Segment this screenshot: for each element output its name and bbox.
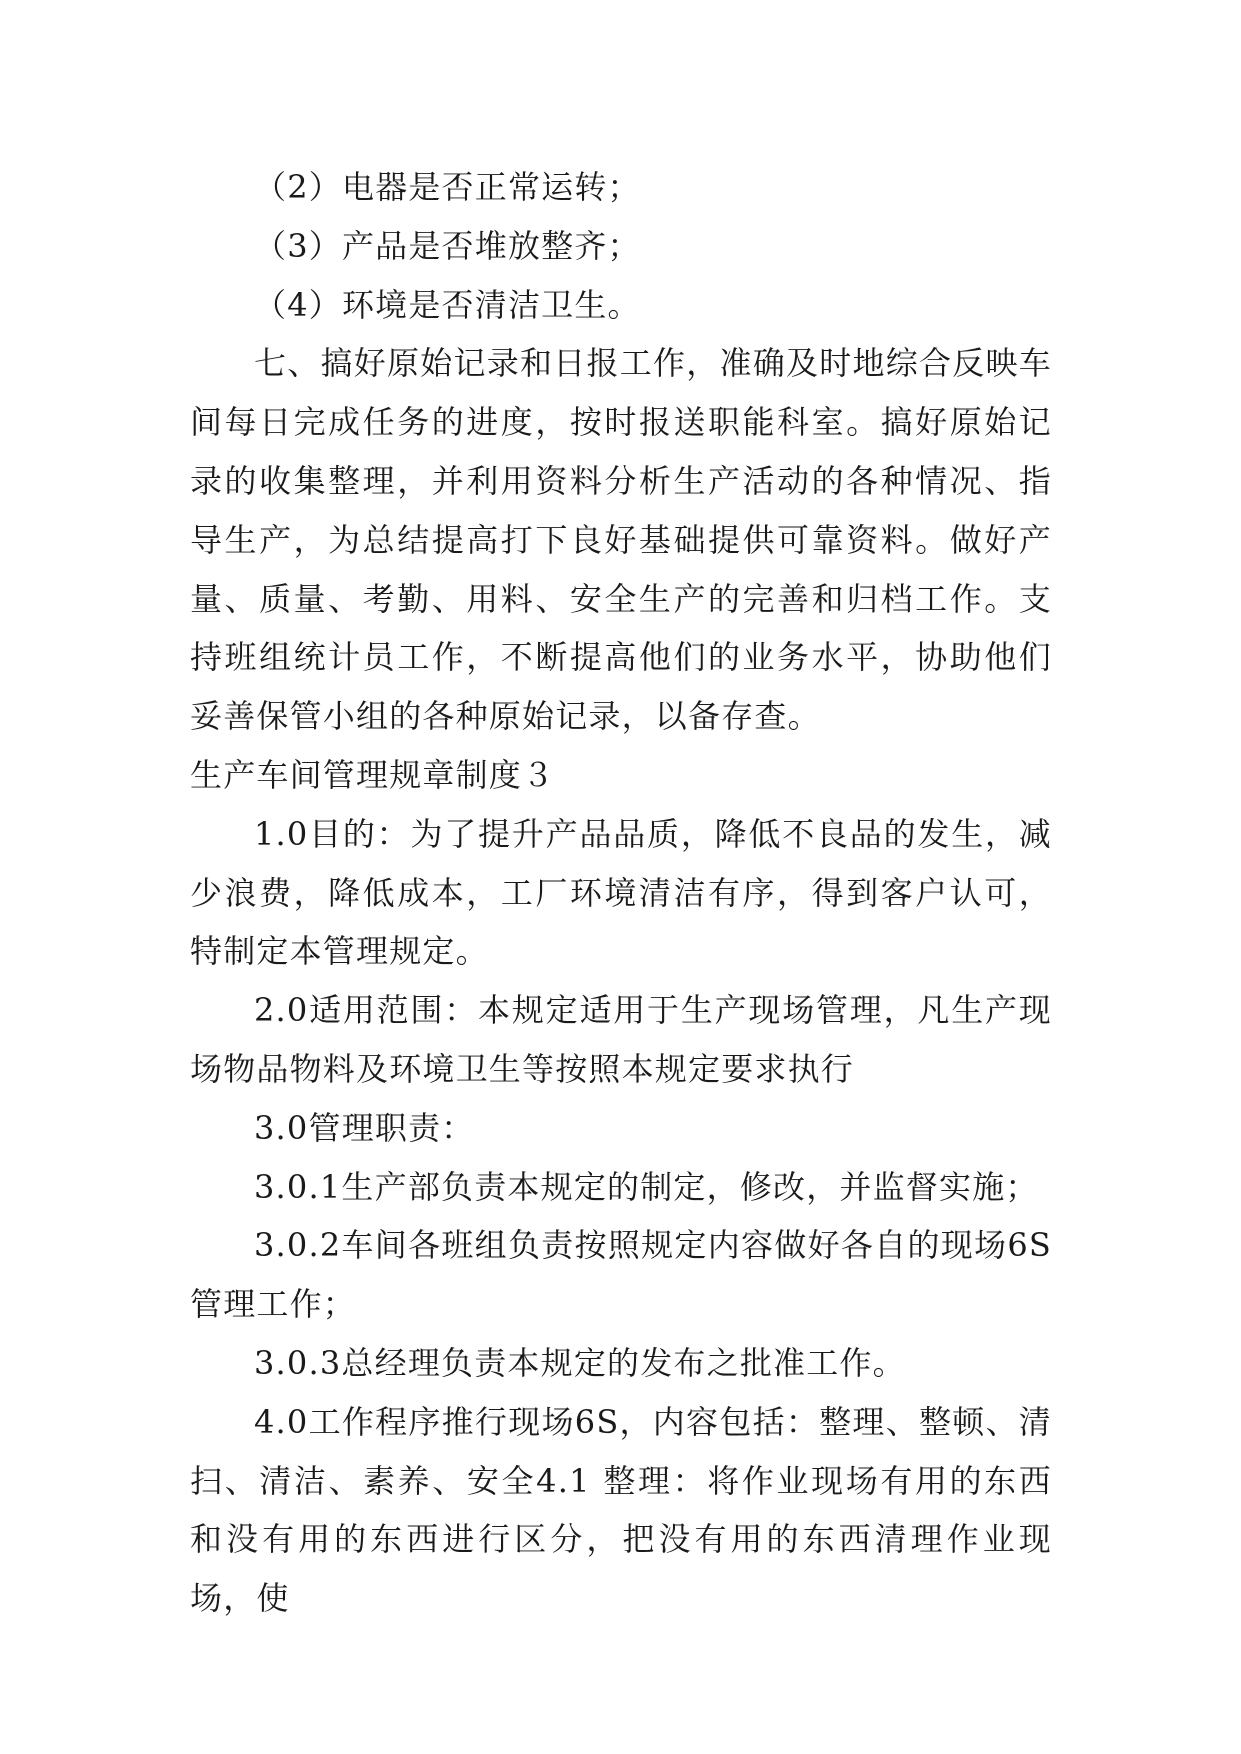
paragraph-responsibility-2: 3.0.2车间各班组负责按照规定内容做好各自的现场6S管理工作；: [190, 1226, 1052, 1324]
paragraph-item-3: （3）产品是否堆放整齐；: [254, 226, 641, 265]
paragraph-scope: 2.0适用范围：本规定适用于生产现场管理，凡生产现场物品物料及环境卫生等按照本规定要求执行: [190, 991, 1052, 1088]
paragraph-item-4: （4）环境是否清洁卫生。: [254, 285, 641, 324]
section-heading: 生产车间管理规章制度３: [190, 755, 556, 794]
paragraph-responsibilities: 3.0管理职责：: [254, 1108, 475, 1147]
document-body: [190, 158, 1052, 1628]
paragraph-responsibility-1: 3.0.1生产部负责本规定的制定，修改，并监督实施；: [254, 1167, 1039, 1206]
paragraph-item-2: （2）电器是否正常运转；: [254, 168, 641, 206]
paragraph-purpose: 1.0目的：为了提升产品品质，降低不良品的发生，减少浪费，降低成本，工厂环境清洁有序，得到客户认可，特制定本管理规定。: [190, 814, 1052, 971]
paragraph-responsibility-3: 3.0.3总经理负责本规定的发布之批准工作。: [254, 1343, 906, 1382]
paragraph-procedure: 4.0工作程序推行现场6S，内容包括：整理、整顿、清扫、清洁、素养、安全4.1 整理：将作业现场有用的东西和没有用的东西进行区分，把没有用的东西清理作业现场，使: [190, 1402, 1052, 1618]
paragraph-section-seven: 七、搞好原始记录和日报工作，准确及时地综合反映车间每日完成任务的进度，按时报送职能科室。搞好原始记录的收集整理，并利用资料分析生产活动的各种情况、指导生产，为总结提高打下良好基础提供可靠资料。做好产量、质量、考勤、用料、安全生产的完善和归档工作。支持班组统计员工作，不断提高他们的业务水平，协助他们妥善保管小组的各种原始记录，以备存查。: [190, 344, 1052, 736]
